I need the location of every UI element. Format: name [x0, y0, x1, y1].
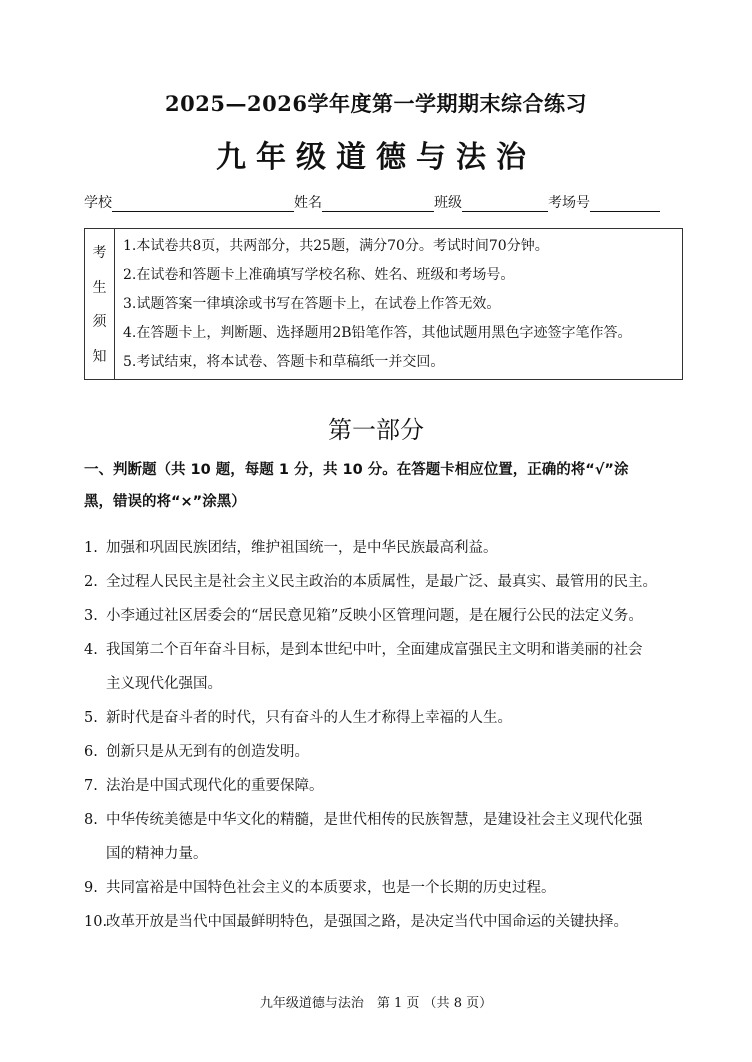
room-number-field[interactable] [590, 197, 660, 212]
question-7: 7. 法治是中国式现代化的重要保障。 [84, 778, 324, 794]
question-1: 1. 加强和巩固民族团结，维护祖国统一，是中华民族最高利益。 [84, 540, 498, 556]
question-2: 2. 全过程人民民主是社会主义民主政治的本质属性，是最广泛、最真实、最管用的民主。 [84, 574, 657, 590]
part-title: 第一部分 [328, 416, 424, 444]
section-title: 一、判断题（共 10 题，每题 1 分，共 10 分。在答题卡相应位置，正确的将“√”涂 [84, 462, 629, 478]
class-label: 班级 [434, 195, 462, 211]
question-4: 4. 我国第二个百年奋斗目标，是到本世纪中叶，全面建成富强民主文明和谐美丽的社会 [84, 642, 643, 658]
class-field[interactable] [462, 197, 548, 212]
room-label: 考场号 [548, 195, 590, 211]
subject-title: 九年级道德与法治 [216, 140, 536, 175]
notice-item: 3.试题答案一律填涂或书写在答题卡上，在试卷上作答无效。 [123, 296, 501, 312]
question-6: 6. 创新只是从无到有的创造发明。 [84, 744, 309, 760]
question-4-cont: 主义现代化强国。 [106, 676, 222, 692]
question-5: 5. 新时代是奋斗者的时代，只有奋斗的人生才称得上幸福的人生。 [84, 710, 512, 726]
name-label: 姓名 [294, 195, 322, 211]
school-field[interactable] [112, 197, 294, 212]
notice-item: 2.在试卷和答题卡上准确填写学校名称、姓名、班级和考场号。 [123, 267, 515, 283]
notice-item: 1.本试卷共8页，共两部分，共25题，满分70分。考试时间70分钟。 [123, 238, 549, 254]
question-9: 9. 共同富裕是中国特色社会主义的本质要求，也是一个长期的历史过程。 [84, 880, 556, 896]
exam-title: 2025—2026学年度第一学期期末综合练习 [165, 91, 587, 116]
exam-notice-box [84, 228, 683, 380]
notice-item: 4.在答题卡上，判断题、选择题用2B铅笔作答，其他试题用黑色字迹签字笔作答。 [123, 325, 632, 341]
school-label: 学校 [84, 195, 112, 211]
question-8-cont: 国的精神力量。 [106, 846, 208, 862]
notice-label: 考 生 须 知 [85, 229, 115, 379]
student-info-row [84, 192, 674, 212]
notice-item: 5.考试结束，将本试卷、答题卡和草稿纸一并交回。 [123, 354, 445, 370]
question-3: 3. 小李通过社区居委会的“居民意见箱”反映小区管理问题，是在履行公民的法定义务。 [84, 608, 643, 624]
question-8: 8. 中华传统美德是中华文化的精髓，是世代相传的民族智慧，是建设社会主义现代化强 [84, 812, 643, 828]
section-title-cont: 黑，错误的将“×”涂黑） [84, 494, 246, 510]
page-footer: 九年级道德与法治 第 1 页 （共 8 页） [259, 996, 493, 1011]
notice-items [123, 236, 632, 381]
name-field[interactable] [322, 197, 434, 212]
question-10: 10.改革开放是当代中国最鲜明特色，是强国之路，是决定当代中国命运的关键抉择。 [84, 914, 628, 930]
